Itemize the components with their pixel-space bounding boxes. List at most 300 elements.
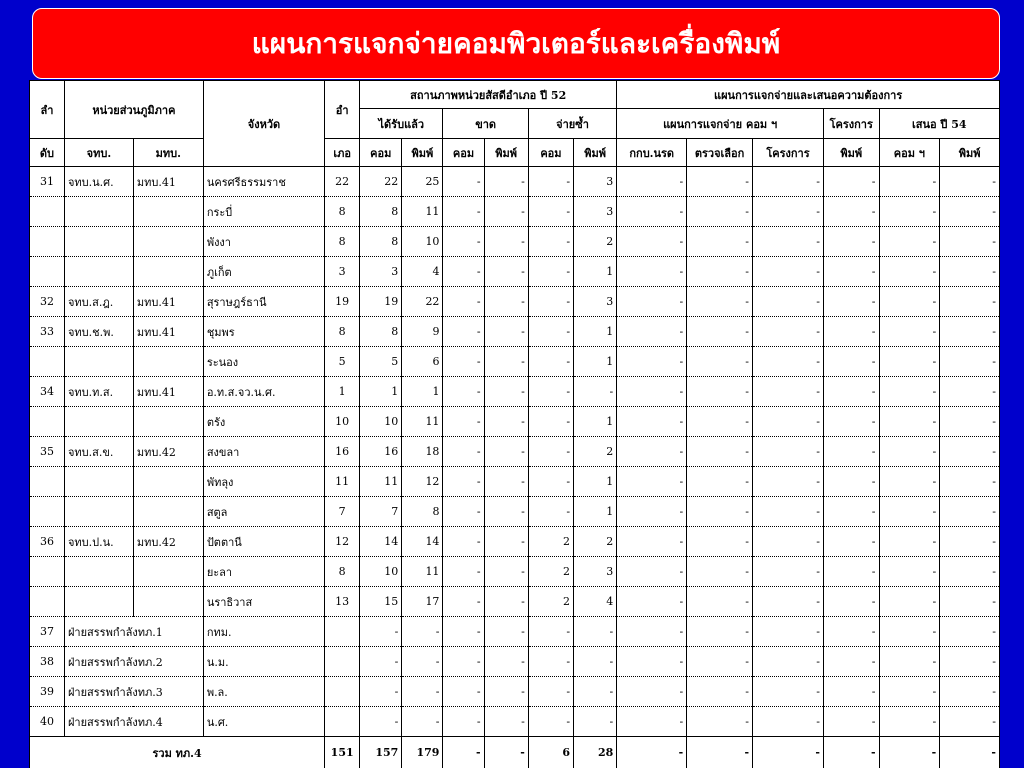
header-received: ได้รับแล้ว — [360, 109, 443, 139]
cell-p5: - — [879, 377, 940, 407]
total-rc: 157 — [360, 737, 402, 768]
cell-p5: - — [879, 197, 940, 227]
cell-p2: - — [687, 167, 753, 197]
cell-province: พังงา — [203, 227, 324, 257]
cell-p4: - — [823, 377, 879, 407]
cell-jtb: จทบ.น.ศ. — [64, 167, 133, 197]
cell-p3: - — [753, 467, 824, 497]
cell-ep: 3 — [574, 167, 617, 197]
cell-ec: - — [528, 497, 573, 527]
cell-rp: 18 — [402, 437, 443, 467]
header-status-group: สถานภาพหน่วยสัสดีอำเภอ ปี 52 — [360, 81, 617, 109]
cell-p6: - — [940, 437, 1000, 467]
cell-p5: - — [879, 587, 940, 617]
header-plan-comp: แผนการแจกจ่าย คอม ฯ — [617, 109, 824, 139]
cell-ec: - — [528, 167, 573, 197]
cell-rc: 1 — [360, 377, 402, 407]
cell-seq: 39 — [30, 677, 65, 707]
cell-p5: - — [879, 707, 940, 737]
distribution-table — [29, 80, 1000, 768]
table-row — [30, 257, 1000, 287]
total-p1: - — [617, 737, 687, 768]
cell-p1: - — [617, 197, 687, 227]
cell-rc: 15 — [360, 587, 402, 617]
cell-p3: - — [753, 707, 824, 737]
cell-province: น.ม. — [203, 647, 324, 677]
table-row — [30, 467, 1000, 497]
cell-rp: 11 — [402, 407, 443, 437]
cell-jtb — [64, 557, 133, 587]
cell-p4: - — [823, 647, 879, 677]
cell-mp: - — [484, 527, 528, 557]
total-ep: 28 — [574, 737, 617, 768]
cell-p1: - — [617, 347, 687, 377]
cell-p6: - — [940, 197, 1000, 227]
cell-rp: 1 — [402, 377, 443, 407]
cell-ec: 2 — [528, 557, 573, 587]
cell-p5: - — [879, 527, 940, 557]
cell-mp: - — [484, 647, 528, 677]
cell-seq: 38 — [30, 647, 65, 677]
cell-seq — [30, 587, 65, 617]
cell-jtb: จทบ.ส.ฎ. — [64, 287, 133, 317]
cell-rp: - — [402, 647, 443, 677]
cell-d: 22 — [325, 167, 360, 197]
cell-rc: 22 — [360, 167, 402, 197]
header-plan-group: แผนการแจกจ่ายและเสนอความต้องการ — [617, 81, 1000, 109]
table-row — [30, 437, 1000, 467]
cell-province: สุราษฎร์ธานี — [203, 287, 324, 317]
cell-ec: - — [528, 707, 573, 737]
cell-mp: - — [484, 257, 528, 287]
cell-p6: - — [940, 707, 1000, 737]
table-row — [30, 377, 1000, 407]
cell-p4: - — [823, 587, 879, 617]
cell-p6: - — [940, 527, 1000, 557]
cell-ep: 3 — [574, 557, 617, 587]
cell-mp: - — [484, 227, 528, 257]
header-missing-printer: พิมพ์ — [484, 139, 528, 167]
total-mp: - — [484, 737, 528, 768]
cell-rc: 10 — [360, 557, 402, 587]
cell-mc: - — [443, 617, 484, 647]
cell-d: 16 — [325, 437, 360, 467]
cell-d: 19 — [325, 287, 360, 317]
cell-seq: 37 — [30, 617, 65, 647]
cell-mc: - — [443, 377, 484, 407]
total-rp: 179 — [402, 737, 443, 768]
header-region-unit: หน่วยส่วนภูมิภาค — [64, 81, 203, 139]
cell-p4: - — [823, 347, 879, 377]
cell-rc: 11 — [360, 467, 402, 497]
cell-d — [325, 677, 360, 707]
cell-mc: - — [443, 647, 484, 677]
cell-rc: - — [360, 677, 402, 707]
header-received-com: คอม — [360, 139, 402, 167]
cell-d: 8 — [325, 197, 360, 227]
cell-p3: - — [753, 227, 824, 257]
header-district: อำ — [325, 81, 360, 139]
header-proposal-com: คอม ฯ — [879, 139, 940, 167]
total-p3: - — [753, 737, 824, 768]
cell-province: ปัตตานี — [203, 527, 324, 557]
cell-p5: - — [879, 557, 940, 587]
table-body — [30, 167, 1000, 768]
cell-rp: - — [402, 677, 443, 707]
cell-p2: - — [687, 467, 753, 497]
cell-p5: - — [879, 287, 940, 317]
cell-p1: - — [617, 647, 687, 677]
cell-mp: - — [484, 617, 528, 647]
cell-ec: - — [528, 677, 573, 707]
cell-p3: - — [753, 287, 824, 317]
total-label: รวม ทภ.4 — [30, 737, 325, 768]
cell-ep: 1 — [574, 497, 617, 527]
cell-p1: - — [617, 227, 687, 257]
cell-mc: - — [443, 527, 484, 557]
cell-p4: - — [823, 677, 879, 707]
cell-mc: - — [443, 587, 484, 617]
cell-p6: - — [940, 617, 1000, 647]
cell-province: ยะลา — [203, 557, 324, 587]
cell-p5: - — [879, 617, 940, 647]
cell-ec: - — [528, 347, 573, 377]
cell-ec: - — [528, 287, 573, 317]
cell-mp: - — [484, 587, 528, 617]
cell-p1: - — [617, 407, 687, 437]
header-missing-com: คอม — [443, 139, 484, 167]
cell-d — [325, 707, 360, 737]
cell-p2: - — [687, 287, 753, 317]
cell-p6: - — [940, 287, 1000, 317]
cell-d: 8 — [325, 557, 360, 587]
cell-mtb — [133, 467, 203, 497]
cell-p1: - — [617, 257, 687, 287]
cell-p6: - — [940, 347, 1000, 377]
cell-rp: 11 — [402, 197, 443, 227]
cell-p6: - — [940, 317, 1000, 347]
table-row — [30, 677, 1000, 707]
header-proposal: เสนอ ปี 54 — [879, 109, 999, 139]
cell-mp: - — [484, 167, 528, 197]
cell-province: ภูเก็ต — [203, 257, 324, 287]
title-banner — [32, 8, 1000, 79]
header-seq: ลำ — [30, 81, 65, 139]
cell-d — [325, 647, 360, 677]
cell-p4: - — [823, 467, 879, 497]
cell-p3: - — [753, 317, 824, 347]
cell-p1: - — [617, 707, 687, 737]
cell-p2: - — [687, 407, 753, 437]
cell-ep: - — [574, 647, 617, 677]
cell-seq: 32 — [30, 287, 65, 317]
cell-mtb — [133, 557, 203, 587]
header-project-printer: พิมพ์ — [823, 139, 879, 167]
header-seq-bottom: ดับ — [30, 139, 65, 167]
cell-seq: 34 — [30, 377, 65, 407]
cell-rp: 22 — [402, 287, 443, 317]
cell-seq: 40 — [30, 707, 65, 737]
table-row — [30, 557, 1000, 587]
cell-p3: - — [753, 677, 824, 707]
cell-rc: - — [360, 647, 402, 677]
cell-mc: - — [443, 407, 484, 437]
table-row — [30, 647, 1000, 677]
header-received-printer: พิมพ์ — [402, 139, 443, 167]
table-row — [30, 497, 1000, 527]
page-title: แผนการแจกจ่ายคอมพิวเตอร์และเครื่องพิมพ์ — [251, 26, 781, 60]
cell-ec: - — [528, 617, 573, 647]
cell-p5: - — [879, 227, 940, 257]
cell-p4: - — [823, 407, 879, 437]
distribution-table-sheet — [29, 80, 1000, 768]
header-kkbnrs: กกบ.นรด — [617, 139, 687, 167]
cell-mtb: มทบ.41 — [133, 377, 203, 407]
cell-ep: 2 — [574, 227, 617, 257]
cell-p4: - — [823, 557, 879, 587]
cell-d: 11 — [325, 467, 360, 497]
cell-p5: - — [879, 407, 940, 437]
cell-p3: - — [753, 347, 824, 377]
cell-jtb — [64, 407, 133, 437]
cell-mc: - — [443, 557, 484, 587]
cell-mtb — [133, 347, 203, 377]
table-row — [30, 347, 1000, 377]
cell-province: อ.ท.ส.จว.น.ศ. — [203, 377, 324, 407]
cell-p5: - — [879, 467, 940, 497]
cell-p4: - — [823, 707, 879, 737]
cell-p1: - — [617, 167, 687, 197]
cell-rp: 14 — [402, 527, 443, 557]
cell-ep: 1 — [574, 257, 617, 287]
cell-jtb — [64, 497, 133, 527]
cell-p4: - — [823, 317, 879, 347]
cell-p3: - — [753, 647, 824, 677]
cell-seq: 31 — [30, 167, 65, 197]
cell-ec: - — [528, 407, 573, 437]
cell-mtb: มทบ.42 — [133, 527, 203, 557]
cell-mp: - — [484, 287, 528, 317]
cell-p3: - — [753, 617, 824, 647]
cell-mp: - — [484, 347, 528, 377]
cell-mp: - — [484, 317, 528, 347]
cell-p3: - — [753, 377, 824, 407]
table-row — [30, 287, 1000, 317]
cell-seq — [30, 467, 65, 497]
cell-rp: 4 — [402, 257, 443, 287]
cell-rp: - — [402, 617, 443, 647]
cell-province: สงขลา — [203, 437, 324, 467]
cell-unit: ฝ่ายสรรพกำลังทภ.3 — [64, 677, 203, 707]
cell-p2: - — [687, 617, 753, 647]
cell-mtb: มทบ.41 — [133, 317, 203, 347]
cell-p2: - — [687, 437, 753, 467]
table-row — [30, 617, 1000, 647]
cell-rc: - — [360, 707, 402, 737]
cell-seq — [30, 407, 65, 437]
cell-mtb — [133, 407, 203, 437]
cell-rc: 10 — [360, 407, 402, 437]
cell-p1: - — [617, 557, 687, 587]
cell-ec: - — [528, 317, 573, 347]
header-project: โครงการ — [823, 109, 879, 139]
cell-p4: - — [823, 287, 879, 317]
total-p2: - — [687, 737, 753, 768]
cell-mtb: มทบ.41 — [133, 287, 203, 317]
cell-d: 7 — [325, 497, 360, 527]
cell-rc: 14 — [360, 527, 402, 557]
cell-mp: - — [484, 437, 528, 467]
cell-ec: - — [528, 197, 573, 227]
cell-mp: - — [484, 407, 528, 437]
header-mtb: มทบ. — [133, 139, 203, 167]
cell-p1: - — [617, 527, 687, 557]
cell-mtb — [133, 197, 203, 227]
total-ec: 6 — [528, 737, 573, 768]
cell-jtb: จทบ.ช.พ. — [64, 317, 133, 347]
cell-p4: - — [823, 497, 879, 527]
cell-ep: 1 — [574, 317, 617, 347]
cell-rc: 3 — [360, 257, 402, 287]
cell-p1: - — [617, 377, 687, 407]
table-row — [30, 407, 1000, 437]
total-d: 151 — [325, 737, 360, 768]
cell-ep: 1 — [574, 347, 617, 377]
cell-p1: - — [617, 317, 687, 347]
cell-p2: - — [687, 527, 753, 557]
cell-mtb: มทบ.42 — [133, 437, 203, 467]
cell-province: พ.ล. — [203, 677, 324, 707]
cell-mc: - — [443, 347, 484, 377]
cell-p3: - — [753, 257, 824, 287]
cell-ec: - — [528, 647, 573, 677]
cell-ec: - — [528, 377, 573, 407]
cell-p5: - — [879, 497, 940, 527]
cell-p1: - — [617, 587, 687, 617]
table-row — [30, 707, 1000, 737]
header-extra: จ่ายซ้ำ — [528, 109, 616, 139]
cell-mc: - — [443, 197, 484, 227]
cell-ep: - — [574, 617, 617, 647]
table-row — [30, 227, 1000, 257]
cell-jtb — [64, 227, 133, 257]
cell-p5: - — [879, 257, 940, 287]
cell-province: นราธิวาส — [203, 587, 324, 617]
cell-province: กทม. — [203, 617, 324, 647]
cell-d: 5 — [325, 347, 360, 377]
cell-p5: - — [879, 317, 940, 347]
cell-jtb — [64, 467, 133, 497]
cell-p6: - — [940, 557, 1000, 587]
cell-p2: - — [687, 377, 753, 407]
cell-p6: - — [940, 407, 1000, 437]
cell-p5: - — [879, 167, 940, 197]
cell-p3: - — [753, 557, 824, 587]
cell-p3: - — [753, 527, 824, 557]
cell-rp: 6 — [402, 347, 443, 377]
table-row — [30, 587, 1000, 617]
cell-mc: - — [443, 317, 484, 347]
cell-mtb — [133, 227, 203, 257]
cell-p2: - — [687, 557, 753, 587]
table-header — [30, 81, 1000, 167]
cell-jtb — [64, 257, 133, 287]
cell-p2: - — [687, 317, 753, 347]
cell-ep: 2 — [574, 437, 617, 467]
cell-p5: - — [879, 437, 940, 467]
cell-rp: 8 — [402, 497, 443, 527]
cell-mc: - — [443, 437, 484, 467]
cell-p2: - — [687, 647, 753, 677]
header-province: จังหวัด — [203, 81, 324, 167]
cell-p6: - — [940, 257, 1000, 287]
cell-p5: - — [879, 347, 940, 377]
cell-p2: - — [687, 227, 753, 257]
cell-mp: - — [484, 467, 528, 497]
header-jtb: จทบ. — [64, 139, 133, 167]
cell-ep: 2 — [574, 527, 617, 557]
cell-p1: - — [617, 497, 687, 527]
cell-p5: - — [879, 647, 940, 677]
cell-seq: 36 — [30, 527, 65, 557]
cell-p3: - — [753, 497, 824, 527]
cell-province: ตรัง — [203, 407, 324, 437]
cell-p6: - — [940, 167, 1000, 197]
cell-seq: 33 — [30, 317, 65, 347]
cell-p1: - — [617, 677, 687, 707]
cell-unit: ฝ่ายสรรพกำลังทภ.1 — [64, 617, 203, 647]
cell-ep: 1 — [574, 407, 617, 437]
cell-p2: - — [687, 257, 753, 287]
cell-p3: - — [753, 197, 824, 227]
cell-mp: - — [484, 197, 528, 227]
cell-seq — [30, 347, 65, 377]
cell-rc: 7 — [360, 497, 402, 527]
cell-ep: 4 — [574, 587, 617, 617]
cell-province: กระบี่ — [203, 197, 324, 227]
cell-p4: - — [823, 527, 879, 557]
total-p5: - — [879, 737, 940, 768]
cell-province: ชุมพร — [203, 317, 324, 347]
table-row — [30, 527, 1000, 557]
cell-mc: - — [443, 707, 484, 737]
cell-p6: - — [940, 377, 1000, 407]
cell-mp: - — [484, 497, 528, 527]
cell-rc: 8 — [360, 197, 402, 227]
cell-d: 3 — [325, 257, 360, 287]
cell-d: 1 — [325, 377, 360, 407]
cell-p4: - — [823, 167, 879, 197]
cell-ec: - — [528, 227, 573, 257]
cell-mtb — [133, 587, 203, 617]
cell-rc: - — [360, 617, 402, 647]
header-inspect: ตรวจเลือก — [687, 139, 753, 167]
cell-ec: - — [528, 437, 573, 467]
cell-p2: - — [687, 677, 753, 707]
cell-d: 10 — [325, 407, 360, 437]
cell-p1: - — [617, 287, 687, 317]
cell-rp: 9 — [402, 317, 443, 347]
cell-p6: - — [940, 227, 1000, 257]
cell-mp: - — [484, 677, 528, 707]
cell-ec: - — [528, 467, 573, 497]
cell-mtb — [133, 257, 203, 287]
cell-mc: - — [443, 497, 484, 527]
cell-rp: 10 — [402, 227, 443, 257]
cell-ep: - — [574, 677, 617, 707]
header-missing: ขาด — [443, 109, 528, 139]
cell-p2: - — [687, 347, 753, 377]
